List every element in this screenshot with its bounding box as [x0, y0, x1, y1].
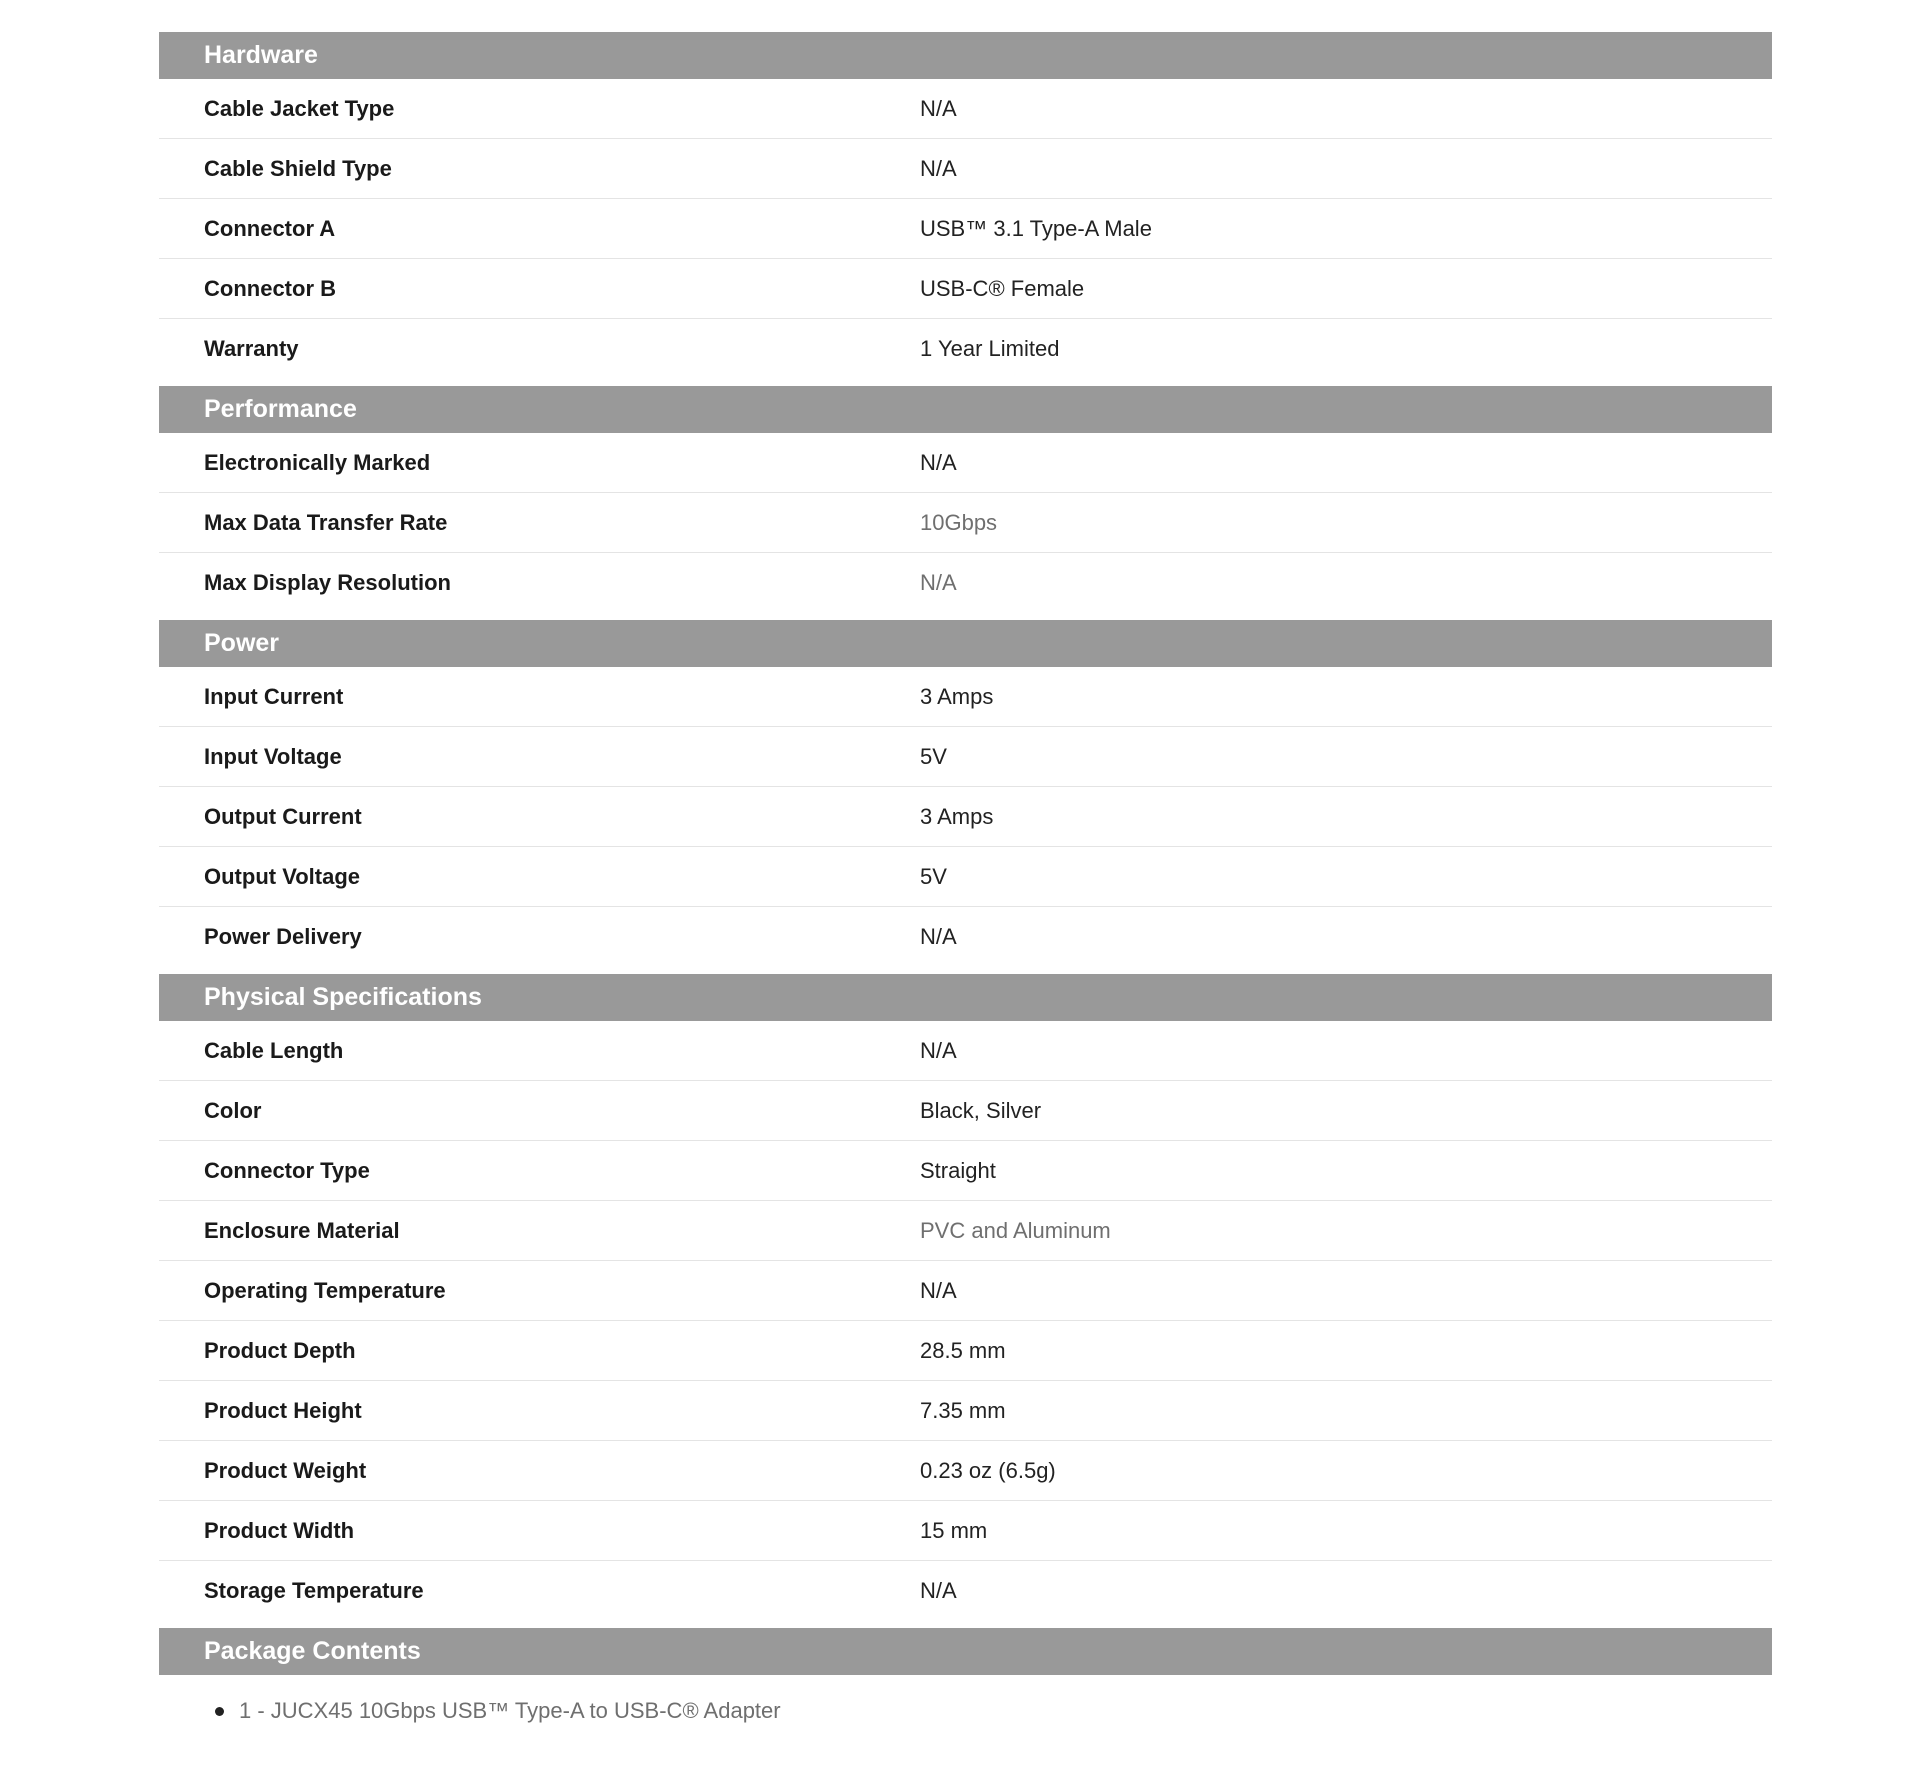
spec-label: Cable Shield Type [204, 155, 392, 181]
spec-row [159, 907, 1772, 967]
spec-value: 10Gbps [920, 509, 998, 535]
spec-value: 3 Amps [920, 803, 994, 829]
spec-label: Product Height [204, 1397, 362, 1423]
spec-row [159, 1381, 1772, 1441]
section-header-package-contents: Package Contents [159, 1628, 1772, 1675]
spec-value: 5V [920, 863, 947, 889]
spec-label: Input Voltage [204, 743, 342, 769]
spec-value: N/A [920, 1277, 957, 1303]
spec-row [159, 1321, 1772, 1381]
spec-value: Straight [920, 1157, 996, 1183]
section-header-power: Power [159, 620, 1772, 667]
section-gap [159, 379, 1772, 386]
package-item-text: 1 - JUCX45 10Gbps USB™ Type-A to USB-C® Adapter [239, 1698, 781, 1723]
spec-row [159, 1501, 1772, 1561]
spec-row [159, 1261, 1772, 1321]
spec-value: 1 Year Limited [920, 336, 1060, 361]
spec-label: Product Width [204, 1517, 355, 1543]
spec-row [159, 319, 1772, 379]
spec-label: Product Weight [204, 1457, 367, 1483]
spec-value: Black, Silver [920, 1097, 1042, 1123]
section-header-performance: Performance [159, 386, 1772, 433]
spec-value: N/A [920, 924, 957, 949]
spec-row [159, 727, 1772, 787]
spec-value: N/A [920, 1037, 957, 1063]
spec-row [159, 259, 1772, 319]
spec-label: Max Display Resolution [204, 570, 451, 595]
spec-row [159, 1141, 1772, 1201]
spec-row [159, 1021, 1772, 1081]
spec-label: Product Depth [204, 1337, 356, 1363]
spec-row [159, 79, 1772, 139]
spec-label: Max Data Transfer Rate [204, 509, 448, 535]
spec-label: Storage Temperature [204, 1578, 424, 1603]
spec-label: Warranty [204, 336, 299, 361]
section-gap [159, 967, 1772, 974]
spec-row [159, 667, 1772, 727]
spec-row [159, 433, 1772, 493]
section-gap [159, 1621, 1772, 1628]
spec-label: Connector A [204, 215, 336, 241]
spec-label: Power Delivery [204, 924, 362, 949]
spec-label: Electronically Marked [204, 449, 431, 475]
spec-value: N/A [920, 95, 957, 121]
spec-row [159, 553, 1772, 613]
spec-row [159, 199, 1772, 259]
spec-value: N/A [920, 570, 957, 595]
bullet-icon [215, 1707, 224, 1716]
spec-row [159, 847, 1772, 907]
spec-value: USB™ 3.1 Type-A Male [920, 215, 1152, 241]
section-gap [159, 613, 1772, 620]
spec-value: 5V [920, 743, 947, 769]
spec-value: 28.5 mm [920, 1337, 1006, 1363]
spec-row [159, 1081, 1772, 1141]
spec-row [159, 1561, 1772, 1621]
package-contents-list [159, 1693, 1772, 1729]
spec-row [159, 787, 1772, 847]
spec-value: N/A [920, 449, 957, 475]
spec-value: PVC and Aluminum [920, 1217, 1111, 1243]
spec-label: Connector Type [204, 1157, 370, 1183]
spec-value: USB-C® Female [920, 275, 1085, 301]
list-item [239, 1693, 1772, 1729]
spec-row [159, 1441, 1772, 1501]
spec-label: Output Voltage [204, 863, 361, 889]
spec-table [159, 32, 1772, 1729]
section-header-hardware: Hardware [159, 32, 1772, 79]
spec-label: Cable Jacket Type [204, 95, 395, 121]
spec-label: Input Current [204, 683, 344, 709]
section-header-physical-specifications: Physical Specifications [159, 974, 1772, 1021]
spec-value: 0.23 oz (6.5g) [920, 1457, 1056, 1483]
spec-value: 15 mm [920, 1517, 988, 1543]
spec-value: N/A [920, 155, 957, 181]
spec-label: Operating Temperature [204, 1277, 446, 1303]
spec-label: Cable Length [204, 1037, 344, 1063]
spec-label: Output Current [204, 803, 362, 829]
spec-label: Enclosure Material [204, 1217, 400, 1243]
spec-row [159, 139, 1772, 199]
spec-value: N/A [920, 1578, 957, 1603]
spec-row [159, 1201, 1772, 1261]
spec-label: Connector B [204, 275, 336, 301]
spec-row [159, 493, 1772, 553]
spec-value: 3 Amps [920, 683, 994, 709]
spec-value: 7.35 mm [920, 1397, 1006, 1423]
spec-label: Color [204, 1097, 262, 1123]
